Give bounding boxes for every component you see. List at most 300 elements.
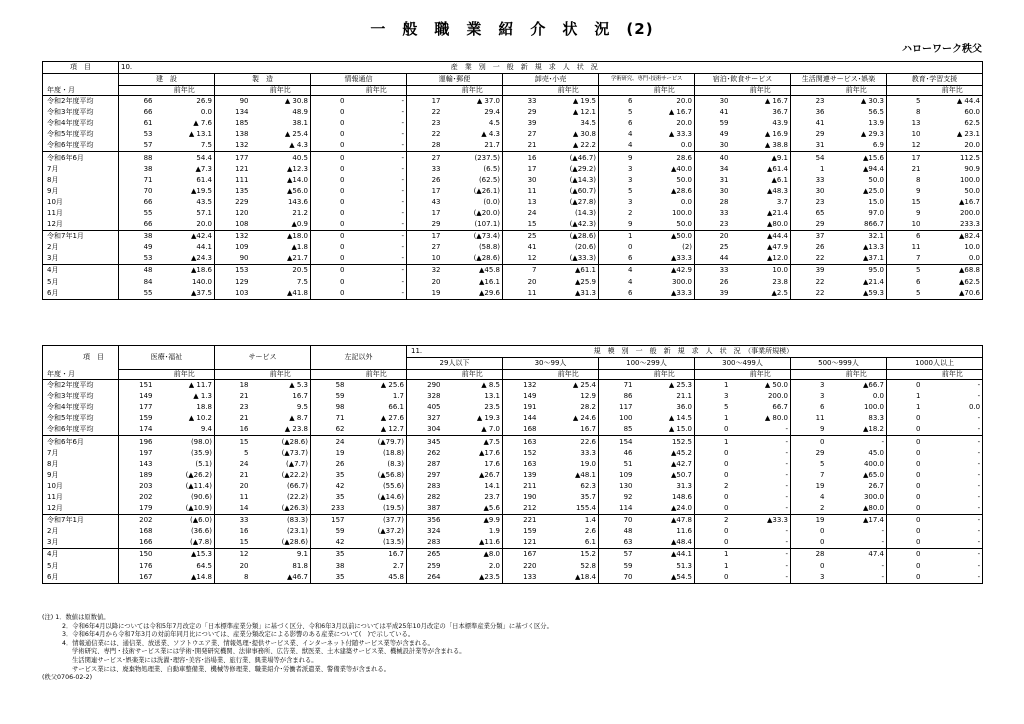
table-cell: ▲80.0 xyxy=(731,219,791,231)
table-cell: 23.5 xyxy=(443,402,503,413)
table-cell: 20.0 xyxy=(155,219,215,231)
table-cell: 4 xyxy=(599,277,635,288)
table-cell: 174 xyxy=(119,424,155,436)
table-cell: 283 xyxy=(407,481,443,492)
table-cell: - xyxy=(731,526,791,537)
column-header: 建 設 xyxy=(119,74,215,86)
table-cell: 33.3 xyxy=(539,448,599,459)
table-cell: 39 xyxy=(791,265,827,277)
column-header: 教育･学習支援 xyxy=(887,74,983,86)
table-cell: ▲47.9 xyxy=(731,242,791,253)
table-cell: 4 xyxy=(599,140,635,152)
table-cell: ▲ 37.0 xyxy=(443,96,503,108)
table-cell: 50.0 xyxy=(827,175,887,186)
table-cell: (▲33.3) xyxy=(539,253,599,265)
table-cell: 13.1 xyxy=(443,391,503,402)
table-cell: 304 xyxy=(407,424,443,436)
table-cell: 28 xyxy=(695,197,731,208)
table-cell: 90.9 xyxy=(923,164,983,175)
table-cell: 31.3 xyxy=(635,481,695,492)
table-cell: 11.6 xyxy=(635,526,695,537)
table-row xyxy=(43,265,983,277)
table-cell: 196 xyxy=(119,436,155,448)
table-cell: 114 xyxy=(599,503,635,515)
table-cell: 16.7 xyxy=(251,391,311,402)
row-label: 4月 xyxy=(43,549,119,561)
table-cell: 143 xyxy=(119,459,155,470)
table-cell: 1 xyxy=(695,380,731,392)
table-cell: 138 xyxy=(215,129,251,140)
table-cell: - xyxy=(923,391,983,402)
table-cell: ▲18.2 xyxy=(827,424,887,436)
table-cell: 7.5 xyxy=(251,277,311,288)
table-cell: (▲26.3) xyxy=(251,503,311,515)
table-cell: - xyxy=(731,549,791,561)
yoy-header: 前年比 xyxy=(443,86,503,96)
table-cell: 202 xyxy=(119,492,155,503)
table-cell: - xyxy=(347,277,407,288)
table-cell: (0.0) xyxy=(443,197,503,208)
table-cell: 97.0 xyxy=(827,208,887,219)
table-cell: ▲ 5.3 xyxy=(251,380,311,392)
column-header: 1000人以上 xyxy=(887,358,983,370)
table-cell: 12 xyxy=(215,549,251,561)
table-cell: 1.4 xyxy=(539,515,599,527)
table-row xyxy=(43,391,983,402)
table-cell: 31 xyxy=(695,175,731,186)
table-cell: 32.1 xyxy=(827,231,887,243)
table-cell: ▲ 30.8 xyxy=(251,96,311,108)
table-cell: (19.5) xyxy=(347,503,407,515)
table-cell: ▲14.0 xyxy=(251,175,311,186)
table-cell: 59 xyxy=(599,561,635,572)
table-cell: 0 xyxy=(695,448,731,459)
table-cell: 12 xyxy=(887,140,923,152)
table-cell: 0 xyxy=(887,470,923,481)
table-cell: ▲9.1 xyxy=(731,152,791,164)
table-row xyxy=(43,481,983,492)
table-cell: ▲ 7.6 xyxy=(155,118,215,129)
table-cell: 86 xyxy=(599,391,635,402)
table-cell: 109 xyxy=(599,470,635,481)
table-cell: 38 xyxy=(119,164,155,175)
table-cell: 54 xyxy=(791,152,827,164)
table-cell: - xyxy=(731,503,791,515)
table-cell: 0 xyxy=(887,549,923,561)
table-cell: 135 xyxy=(215,186,251,197)
table-cell: 262 xyxy=(407,448,443,459)
table-cell: 33 xyxy=(791,175,827,186)
table-cell: 0 xyxy=(887,492,923,503)
table-cell: 45.8 xyxy=(347,572,407,584)
table-cell: ▲9.9 xyxy=(443,515,503,527)
table-cell: 5 xyxy=(887,96,923,108)
table-cell: 21 xyxy=(215,413,251,424)
table-cell: 92 xyxy=(599,492,635,503)
table-cell: - xyxy=(347,107,407,118)
table-cell: 6 xyxy=(887,277,923,288)
table-cell: 220 xyxy=(503,561,539,572)
table-cell: 63 xyxy=(599,537,635,549)
table-cell: 0 xyxy=(791,561,827,572)
table-cell: 5 xyxy=(887,288,923,300)
table-cell: - xyxy=(731,459,791,470)
table-cell: 133 xyxy=(503,572,539,584)
table-cell: 1 xyxy=(887,391,923,402)
table-cell: 28 xyxy=(407,140,443,152)
table-cell: 62 xyxy=(311,424,347,436)
column-header: 生活関連サービス･娯楽 xyxy=(791,74,887,86)
table-cell: ▲13.3 xyxy=(827,242,887,253)
table-cell: 108 xyxy=(215,219,251,231)
table-cell: 20 xyxy=(503,277,539,288)
table-cell: 44.1 xyxy=(155,242,215,253)
table-cell: - xyxy=(923,515,983,527)
table-cell: 66.1 xyxy=(347,402,407,413)
table-cell: ▲ 80.0 xyxy=(731,413,791,424)
table-cell: 57 xyxy=(599,549,635,561)
table-cell: 0 xyxy=(311,140,347,152)
table-row xyxy=(43,537,983,549)
table-cell: (▲20.0) xyxy=(443,208,503,219)
table-cell: - xyxy=(347,197,407,208)
yoy-header: 前年比 xyxy=(923,370,983,380)
table-cell: 287 xyxy=(407,459,443,470)
table-cell: 6 xyxy=(599,253,635,265)
table-cell: 14 xyxy=(215,503,251,515)
table-cell: ▲ 23.1 xyxy=(923,129,983,140)
table-cell: 53 xyxy=(119,129,155,140)
table-cell: 3.7 xyxy=(731,197,791,208)
table-cell: - xyxy=(923,448,983,459)
table-cell: 10 xyxy=(887,129,923,140)
office-name: ハローワーク秩父 xyxy=(902,44,982,55)
table-row xyxy=(43,197,983,208)
table-cell: 39 xyxy=(503,118,539,129)
table-cell: ▲ 19.3 xyxy=(443,413,503,424)
table-cell: ▲94.4 xyxy=(827,164,887,175)
table-cell: 28.2 xyxy=(539,402,599,413)
table-cell: (▲14.6) xyxy=(347,492,407,503)
table-cell: 290 xyxy=(407,380,443,392)
table-cell: ▲48.3 xyxy=(731,186,791,197)
table-cell: 34.5 xyxy=(539,118,599,129)
row-label: 8月 xyxy=(43,175,119,186)
table-cell: 9 xyxy=(599,219,635,231)
row-label: 令和6年度平均 xyxy=(43,424,119,436)
table-cell: - xyxy=(347,219,407,231)
blank-cell xyxy=(43,74,119,86)
table-cell: 0.0 xyxy=(635,197,695,208)
table-cell: 57 xyxy=(119,140,155,152)
table-cell: 21.1 xyxy=(635,391,695,402)
year-month-header: 年度・月 xyxy=(43,86,119,96)
table-cell: 20 xyxy=(407,277,443,288)
table-cell: ▲54.5 xyxy=(635,572,695,584)
table-cell: 35 xyxy=(311,572,347,584)
table-cell: 112.5 xyxy=(923,152,983,164)
table-cell: 53 xyxy=(119,253,155,265)
table-row xyxy=(43,515,983,527)
table-cell: 41 xyxy=(791,118,827,129)
table-cell: - xyxy=(827,572,887,584)
table-cell: 6.1 xyxy=(539,537,599,549)
table-cell: (▲28.6) xyxy=(251,537,311,549)
table-cell: ▲66.7 xyxy=(827,380,887,392)
table-cell: (8.3) xyxy=(347,459,407,470)
table-cell: (▲6.0) xyxy=(155,515,215,527)
table-cell: 177 xyxy=(215,152,251,164)
table-cell: 3 xyxy=(599,175,635,186)
row-label: 2月 xyxy=(43,242,119,253)
table-cell: 34 xyxy=(695,164,731,175)
table-cell: 7 xyxy=(887,253,923,265)
table-cell: 1 xyxy=(695,561,731,572)
table-cell: (237.5) xyxy=(443,152,503,164)
table-cell: 129 xyxy=(215,277,251,288)
table-cell: ▲21.4 xyxy=(731,208,791,219)
table-cell: 152 xyxy=(503,448,539,459)
table-row xyxy=(43,277,983,288)
table-cell: ▲ 22.2 xyxy=(539,140,599,152)
table-cell: 134 xyxy=(215,107,251,118)
table-cell: 6 xyxy=(791,402,827,413)
table-cell: (▲7.7) xyxy=(251,459,311,470)
table-cell: ▲61.4 xyxy=(731,164,791,175)
table-cell: 29 xyxy=(791,219,827,231)
table-cell: 19 xyxy=(791,481,827,492)
table-cell: 9.5 xyxy=(251,402,311,413)
table-cell: 23 xyxy=(791,96,827,108)
table-cell: (90.6) xyxy=(155,492,215,503)
footnote-line: (秩父0706-02-2) xyxy=(42,674,93,682)
table-cell: 84 xyxy=(119,277,155,288)
table-cell: ▲15.3 xyxy=(155,549,215,561)
table-cell: ▲ 33.3 xyxy=(635,129,695,140)
table-cell: 39 xyxy=(695,288,731,300)
table-cell: 8 xyxy=(887,175,923,186)
table-cell: 176 xyxy=(119,561,155,572)
table-cell: 20.0 xyxy=(923,140,983,152)
table-cell: 33 xyxy=(695,265,731,277)
table-cell: (14.3) xyxy=(539,208,599,219)
yoy-header: 前年比 xyxy=(155,370,215,380)
table-row xyxy=(43,503,983,515)
table-cell: (▲11.4) xyxy=(155,481,215,492)
table-cell: 24 xyxy=(311,436,347,448)
table-cell: - xyxy=(347,164,407,175)
header-row xyxy=(43,346,983,358)
table-cell: (▲29.2) xyxy=(539,164,599,175)
table-cell: 30 xyxy=(695,140,731,152)
table-cell: 0 xyxy=(887,537,923,549)
blank-cell xyxy=(407,86,443,96)
table-cell: 58 xyxy=(311,380,347,392)
row-label: 2月 xyxy=(43,526,119,537)
table-cell: 233 xyxy=(311,503,347,515)
table-cell: - xyxy=(923,470,983,481)
row-label: 令和2年度平均 xyxy=(43,96,119,108)
table-cell: 70 xyxy=(599,572,635,584)
table-cell: 387 xyxy=(407,503,443,515)
table-cell: 0 xyxy=(887,436,923,448)
table-cell: 143.6 xyxy=(251,197,311,208)
table-cell: 11 xyxy=(503,288,539,300)
table-cell: 6 xyxy=(599,96,635,108)
table-cell: 6 xyxy=(887,231,923,243)
table-cell: 185 xyxy=(215,118,251,129)
table-cell: ▲40.0 xyxy=(635,164,695,175)
table-cell: 95.0 xyxy=(827,265,887,277)
table-cell: 6.9 xyxy=(827,140,887,152)
table-cell: ▲ 23.8 xyxy=(251,424,311,436)
table-cell: ▲ 8.5 xyxy=(443,380,503,392)
table-cell: ▲14.8 xyxy=(155,572,215,584)
table-cell: 11 xyxy=(791,413,827,424)
table-cell: - xyxy=(923,424,983,436)
table-cell: ▲7.5 xyxy=(443,436,503,448)
table-cell: 0.0 xyxy=(923,253,983,265)
table-cell: 0 xyxy=(311,164,347,175)
table-cell: 70 xyxy=(599,515,635,527)
table-cell: ▲25.9 xyxy=(539,277,599,288)
table-cell: (6.5) xyxy=(443,164,503,175)
table-cell: 81.8 xyxy=(251,561,311,572)
table-cell: 10.0 xyxy=(923,242,983,253)
table-cell: 282 xyxy=(407,492,443,503)
table-cell: (107.1) xyxy=(443,219,503,231)
table-cell: 300.0 xyxy=(635,277,695,288)
table-cell: - xyxy=(731,470,791,481)
table-cell: (▲27.8) xyxy=(539,197,599,208)
table-cell: 0 xyxy=(311,265,347,277)
industry-table xyxy=(42,61,983,300)
table-cell: 327 xyxy=(407,413,443,424)
table-cell: 0 xyxy=(887,380,923,392)
table-cell: 233.3 xyxy=(923,219,983,231)
table-cell: 13 xyxy=(503,197,539,208)
table-cell: 15 xyxy=(215,436,251,448)
yoy-header: 前年比 xyxy=(731,86,791,96)
blank-cell xyxy=(695,86,731,96)
table-row xyxy=(43,492,983,503)
table-cell: (▲26.2) xyxy=(155,470,215,481)
table-row xyxy=(43,470,983,481)
table-cell: ▲0.9 xyxy=(251,219,311,231)
table-cell: ▲21.7 xyxy=(251,253,311,265)
table-cell: 0.0 xyxy=(827,391,887,402)
table-cell: 42 xyxy=(311,481,347,492)
table-cell: ▲44.4 xyxy=(731,231,791,243)
table-cell: (▲79.7) xyxy=(347,436,407,448)
item-header: 項 目 xyxy=(43,62,119,74)
table-cell: - xyxy=(923,459,983,470)
yoy-header: 前年比 xyxy=(443,370,503,380)
table-cell: 159 xyxy=(503,526,539,537)
row-label: 7月 xyxy=(43,164,119,175)
table-cell: 179 xyxy=(119,503,155,515)
table-cell: - xyxy=(827,537,887,549)
table-cell: 88 xyxy=(119,152,155,164)
table-cell: (55.6) xyxy=(347,481,407,492)
blank-cell xyxy=(215,370,251,380)
table-cell: ▲12.3 xyxy=(251,164,311,175)
table-cell: 405 xyxy=(407,402,443,413)
footnote-line: 生活関連サービス･娯楽業には洗濯･理容･美容･浴場業、旅行業、興業場等が含まれる。 xyxy=(72,656,318,664)
table-cell: (▲7.8) xyxy=(155,537,215,549)
table-row xyxy=(43,526,983,537)
yoy-header: 前年比 xyxy=(635,370,695,380)
table-cell: - xyxy=(827,526,887,537)
table-cell: ▲ 15.0 xyxy=(635,424,695,436)
table-cell: 4 xyxy=(791,492,827,503)
table-cell: 100.0 xyxy=(827,402,887,413)
table-cell: 90 xyxy=(215,253,251,265)
header-row xyxy=(43,370,983,380)
table-cell: 189 xyxy=(119,470,155,481)
section-caption: 10. xyxy=(119,62,215,74)
header-row xyxy=(43,74,983,86)
table-cell: - xyxy=(347,152,407,164)
table-cell: 35 xyxy=(311,549,347,561)
table-cell: 1.9 xyxy=(443,526,503,537)
column-header: 運輸･郵便 xyxy=(407,74,503,86)
table-cell: 17 xyxy=(887,152,923,164)
table-cell: 33 xyxy=(407,164,443,175)
table-row xyxy=(43,175,983,186)
table-cell: 17 xyxy=(407,208,443,219)
table-cell: 324 xyxy=(407,526,443,537)
table-cell: 120 xyxy=(215,208,251,219)
yoy-header: 前年比 xyxy=(923,86,983,96)
table-cell: 33 xyxy=(695,208,731,219)
row-label: 令和5年度平均 xyxy=(43,129,119,140)
table-row xyxy=(43,288,983,300)
column-header: 100～299人 xyxy=(599,358,695,370)
yoy-header: 前年比 xyxy=(635,86,695,96)
table-cell: 30 xyxy=(695,186,731,197)
table-cell: 27 xyxy=(407,242,443,253)
table-cell: 0 xyxy=(887,503,923,515)
column-header: 医療･福祉 xyxy=(119,346,215,370)
table-cell: ▲ 1.3 xyxy=(155,391,215,402)
table-cell: 7 xyxy=(503,265,539,277)
table-cell: 111 xyxy=(215,175,251,186)
table-cell: 0 xyxy=(311,277,347,288)
table-cell: - xyxy=(347,242,407,253)
row-label: 9月 xyxy=(43,186,119,197)
row-label: 6月 xyxy=(43,288,119,300)
table-cell: 29 xyxy=(503,107,539,118)
table-cell: ▲17.6 xyxy=(443,448,503,459)
table-cell: 0 xyxy=(311,96,347,108)
table-cell: 191 xyxy=(503,402,539,413)
table-cell: (▲37.2) xyxy=(347,526,407,537)
table-cell: 0 xyxy=(311,118,347,129)
table-cell: 54.4 xyxy=(155,152,215,164)
table-row xyxy=(43,118,983,129)
table-cell: ▲ 25.4 xyxy=(539,380,599,392)
table-cell: (▲56.8) xyxy=(347,470,407,481)
table-cell: 21.7 xyxy=(443,140,503,152)
table-cell: (▲22.2) xyxy=(251,470,311,481)
table-cell: 2 xyxy=(695,515,731,527)
table-row xyxy=(43,164,983,175)
table-cell: ▲18.0 xyxy=(251,231,311,243)
table-cell: 56.5 xyxy=(827,107,887,118)
column-header: 500～999人 xyxy=(791,358,887,370)
table-cell: ▲23.5 xyxy=(443,572,503,584)
